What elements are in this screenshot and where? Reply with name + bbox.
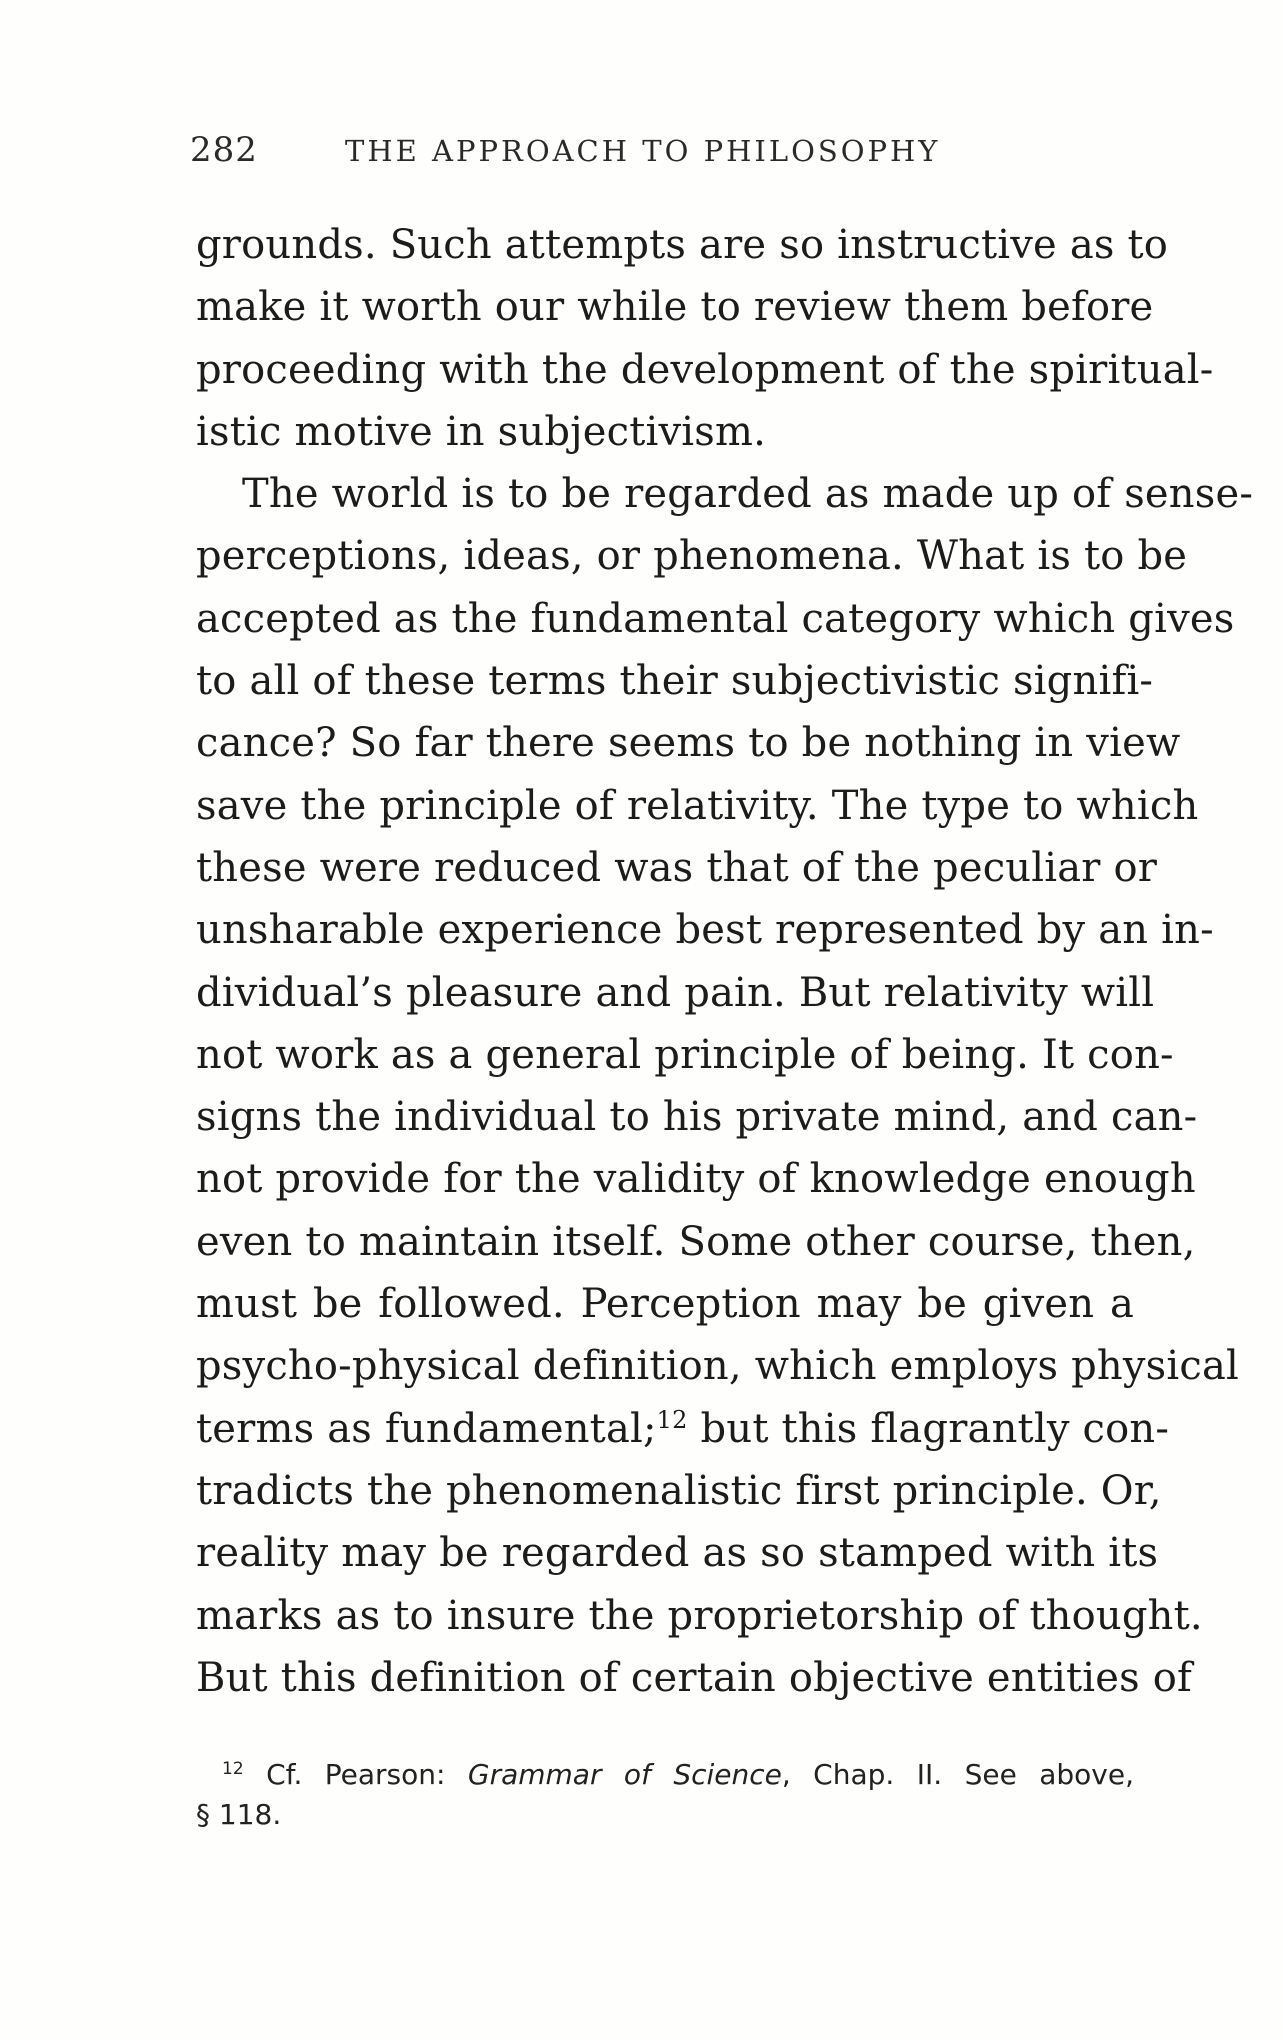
- running-title: THE APPROACH TO PHILOSOPHY: [345, 134, 941, 168]
- text-line: tradicts the phenomenalistic first principle. Or,: [196, 1467, 1162, 1514]
- page-number: 282: [190, 130, 258, 170]
- text-line: signs the individual to his private mind, and can-: [196, 1094, 1198, 1141]
- body-text: [196, 214, 1254, 1709]
- page-header: [190, 130, 1150, 180]
- text-line: The world is to be regarded as made up of sense-: [242, 471, 1254, 518]
- text-fragment: terms as fundamental;: [196, 1405, 657, 1452]
- text-line: reality may be regarded as so stamped with its: [196, 1530, 1159, 1577]
- text-line: cance? So far there seems to be nothing in view: [196, 720, 1181, 767]
- text-line: save the principle of relativity. The type to which: [196, 782, 1199, 829]
- text-line: psycho-physical definition, which employs physical: [196, 1343, 1240, 1390]
- footnote-title: Grammar of Science: [467, 1758, 782, 1791]
- text-line: perceptions, ideas, or phenomena. What is to be: [196, 533, 1188, 580]
- text-line: not provide for the validity of knowledge enough: [196, 1156, 1196, 1203]
- text-line: But this definition of certain objective entities of: [196, 1654, 1193, 1701]
- text-line: unsharable experience best represented by an in-: [196, 907, 1214, 954]
- text-line: make it worth our while to review them before: [196, 284, 1154, 331]
- text-line: proceeding with the development of the spiritual-: [196, 346, 1214, 393]
- text-line: dividual’s pleasure and pain. But relativity will: [196, 969, 1155, 1016]
- text-line: to all of these terms their subjectivistic signifi-: [196, 658, 1154, 705]
- footnote-prefix: Cf. Pearson:: [266, 1758, 468, 1791]
- text-line: istic motive in subjectivism.: [196, 408, 767, 455]
- text-line-with-footnote-ref: [196, 1398, 1170, 1460]
- footnote-number: 12: [222, 1759, 244, 1779]
- footnote-line: [196, 1755, 1134, 1795]
- footnote: [196, 1755, 1134, 1835]
- footnote-suffix: , Chap. II. See above,: [781, 1758, 1134, 1791]
- text-fragment: but this flagrantly con-: [700, 1405, 1170, 1452]
- text-line: even to maintain itself. Some other course, then,: [196, 1218, 1196, 1265]
- footnote-line: § 118.: [196, 1798, 282, 1831]
- text-line: grounds. Such attempts are so instructive as to: [196, 222, 1169, 268]
- text-line: must be followed. Perception may be given a: [196, 1281, 1134, 1328]
- text-line: accepted as the fundamental category which gives: [196, 595, 1235, 642]
- text-line: marks as to insure the proprietorship of thought.: [196, 1592, 1203, 1639]
- text-line: these were reduced was that of the peculiar or: [196, 844, 1158, 891]
- footnote-reference[interactable]: 12: [656, 1405, 688, 1434]
- text-line: not work as a general principle of being. It con-: [196, 1031, 1174, 1078]
